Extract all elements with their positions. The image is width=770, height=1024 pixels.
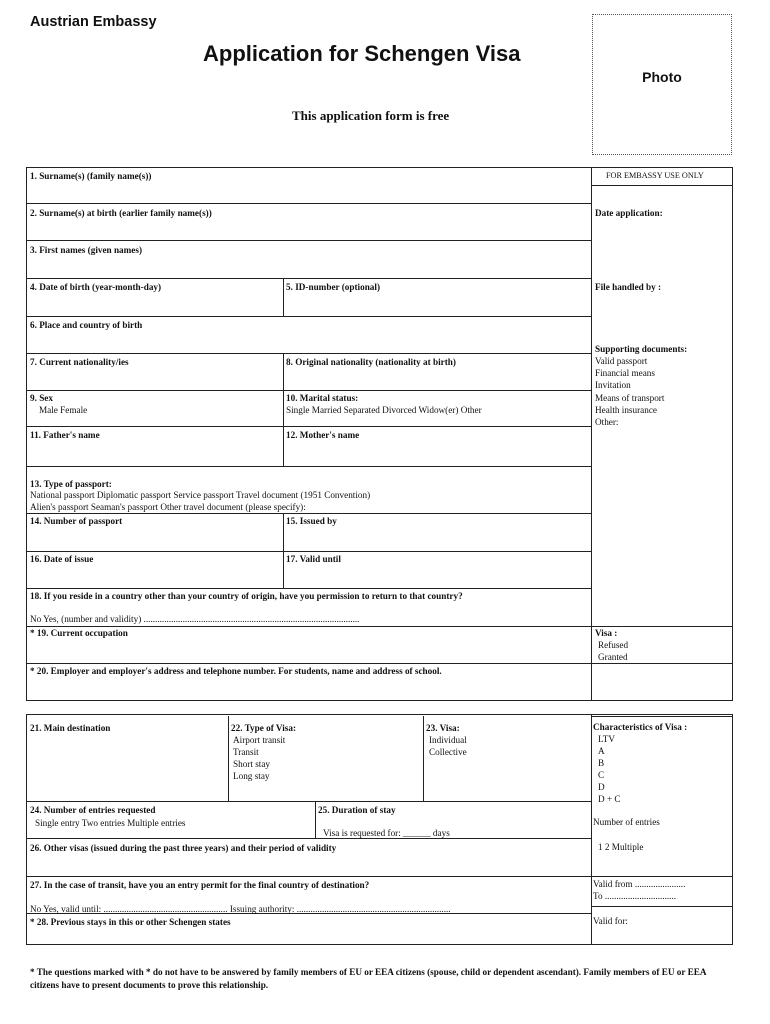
field-8-label: 8. Original nationality (nationality at birth) bbox=[286, 357, 456, 367]
field-14-label: 14. Number of passport bbox=[30, 516, 123, 526]
field-17-label: 17. Valid until bbox=[286, 554, 341, 564]
field-27-label: 27. In the case of transit, have you an entry permit for the final country of destination? bbox=[30, 880, 370, 890]
supporting-item[interactable]: Invitation bbox=[595, 380, 631, 390]
field-26-label: 26. Other visas (issued during the past three years) and their period of validity bbox=[30, 843, 337, 853]
field-25-text[interactable]: Visa is requested for: ______ days bbox=[323, 828, 450, 838]
section-gap bbox=[26, 700, 733, 714]
characteristic-item[interactable]: D + C bbox=[598, 794, 621, 804]
field-10-options[interactable]: Single Married Separated Divorced Widow(er) Other bbox=[286, 405, 482, 415]
supporting-docs-heading: Supporting documents: bbox=[595, 344, 688, 354]
photo-label: Photo bbox=[642, 69, 682, 85]
visa-heading: Visa : bbox=[595, 628, 618, 638]
supporting-item[interactable]: Other: bbox=[595, 417, 619, 427]
field-18-options[interactable]: No Yes, (number and validity) .............................................................................................. bbox=[30, 614, 360, 624]
field-9-options[interactable]: Male Female bbox=[39, 405, 88, 415]
characteristic-item[interactable]: B bbox=[598, 758, 605, 768]
field-20-label: * 20. Employer and employer's address and telephone number. For students, name and address of school. bbox=[30, 666, 442, 676]
valid-for[interactable]: Valid for: bbox=[593, 916, 628, 926]
field-22-option-transit[interactable]: Transit bbox=[233, 747, 259, 757]
supporting-item[interactable]: Financial means bbox=[595, 368, 655, 378]
field-23-option-collective[interactable]: Collective bbox=[429, 747, 467, 757]
field-19-label: * 19. Current occupation bbox=[30, 628, 128, 638]
field-15-label: 15. Issued by bbox=[286, 516, 337, 526]
valid-from[interactable]: Valid from ...................... bbox=[593, 879, 686, 889]
field-2-label: 2. Surname(s) at birth (earlier family name(s)) bbox=[30, 208, 212, 218]
supporting-item[interactable]: Valid passport bbox=[595, 356, 648, 366]
field-9-label: 9. Sex bbox=[30, 393, 53, 403]
supporting-item[interactable]: Health insurance bbox=[595, 405, 657, 415]
embassy-use-column bbox=[592, 167, 733, 945]
field-3-label: 3. First names (given names) bbox=[30, 245, 143, 255]
field-4-label: 4. Date of birth (year-month-day) bbox=[30, 282, 162, 292]
field-13-label: 13. Type of passport: bbox=[30, 479, 112, 489]
field-6-label: 6. Place and country of birth bbox=[30, 320, 143, 330]
entries-heading: Number of entries bbox=[593, 817, 660, 827]
characteristic-item[interactable]: D bbox=[598, 782, 605, 792]
characteristics-heading: Characteristics of Visa : bbox=[593, 722, 688, 732]
characteristic-item[interactable]: LTV bbox=[598, 734, 616, 744]
embassy-name: Austrian Embassy bbox=[30, 14, 157, 30]
field-27-options[interactable]: No Yes, valid until: ...................................................... Issuing authority: ................................................................... bbox=[30, 904, 451, 914]
field-23-option-individual[interactable]: Individual bbox=[429, 735, 467, 745]
field-25-label: 25. Duration of stay bbox=[318, 805, 396, 815]
field-5-label: 5. ID-number (optional) bbox=[286, 282, 381, 292]
field-22-option-long[interactable]: Long stay bbox=[233, 771, 270, 781]
valid-to[interactable]: To ............................... bbox=[593, 891, 677, 901]
field-11-label: 11. Father's name bbox=[30, 430, 100, 440]
field-28-label: * 28. Previous stays in this or other Schengen states bbox=[30, 917, 231, 927]
field-10-label: 10. Marital status: bbox=[286, 393, 359, 403]
field-23-label: 23. Visa: bbox=[426, 723, 460, 733]
supporting-item[interactable]: Means of transport bbox=[595, 393, 665, 403]
page-title: Application for Schengen Visa bbox=[203, 41, 521, 66]
embassy-use-heading: FOR EMBASSY USE ONLY bbox=[606, 171, 704, 180]
section-divider bbox=[26, 700, 733, 701]
section-divider bbox=[26, 714, 733, 715]
field-16-label: 16. Date of issue bbox=[30, 554, 94, 564]
photo-box bbox=[592, 14, 732, 155]
footnote: * The questions marked with * do not have to be answered by family members of EU or EEA citizens (spouse, child or dependent ascendant). Family members of EU or EEA citizens have to present documents to prove this relationship. bbox=[30, 967, 706, 990]
field-22-option-airport[interactable]: Airport transit bbox=[233, 735, 286, 745]
date-application-label: Date application: bbox=[595, 208, 663, 218]
field-24-label: 24. Number of entries requested bbox=[30, 805, 156, 815]
application-form bbox=[26, 167, 592, 945]
visa-granted[interactable]: Granted bbox=[598, 652, 628, 662]
free-note: This application form is free bbox=[292, 108, 450, 123]
characteristic-item[interactable]: C bbox=[598, 770, 605, 780]
field-13-options-line1[interactable]: National passport Diplomatic passport Service passport Travel document (1951 Convention) bbox=[30, 490, 371, 500]
field-12-label: 12. Mother's name bbox=[286, 430, 360, 440]
file-handled-label: File handled by : bbox=[595, 282, 662, 292]
field-1-label: 1. Surname(s) (family name(s)) bbox=[30, 171, 152, 181]
entries-options[interactable]: 1 2 Multiple bbox=[598, 842, 644, 852]
field-21-label: 21. Main destination bbox=[30, 723, 111, 733]
characteristic-item[interactable]: A bbox=[598, 746, 605, 756]
field-13-options-line2[interactable]: Alien's passport Seaman's passport Other travel document (please specify): bbox=[30, 502, 306, 512]
field-22-option-short[interactable]: Short stay bbox=[233, 759, 271, 769]
field-22-label: 22. Type of Visa: bbox=[231, 723, 296, 733]
field-18-label: 18. If you reside in a country other than your country of origin, have you permission to return to that country? bbox=[30, 591, 463, 601]
field-24-options[interactable]: Single entry Two entries Multiple entries bbox=[35, 818, 186, 828]
field-7-label: 7. Current nationality/ies bbox=[30, 357, 129, 367]
visa-refused[interactable]: Refused bbox=[598, 640, 629, 650]
